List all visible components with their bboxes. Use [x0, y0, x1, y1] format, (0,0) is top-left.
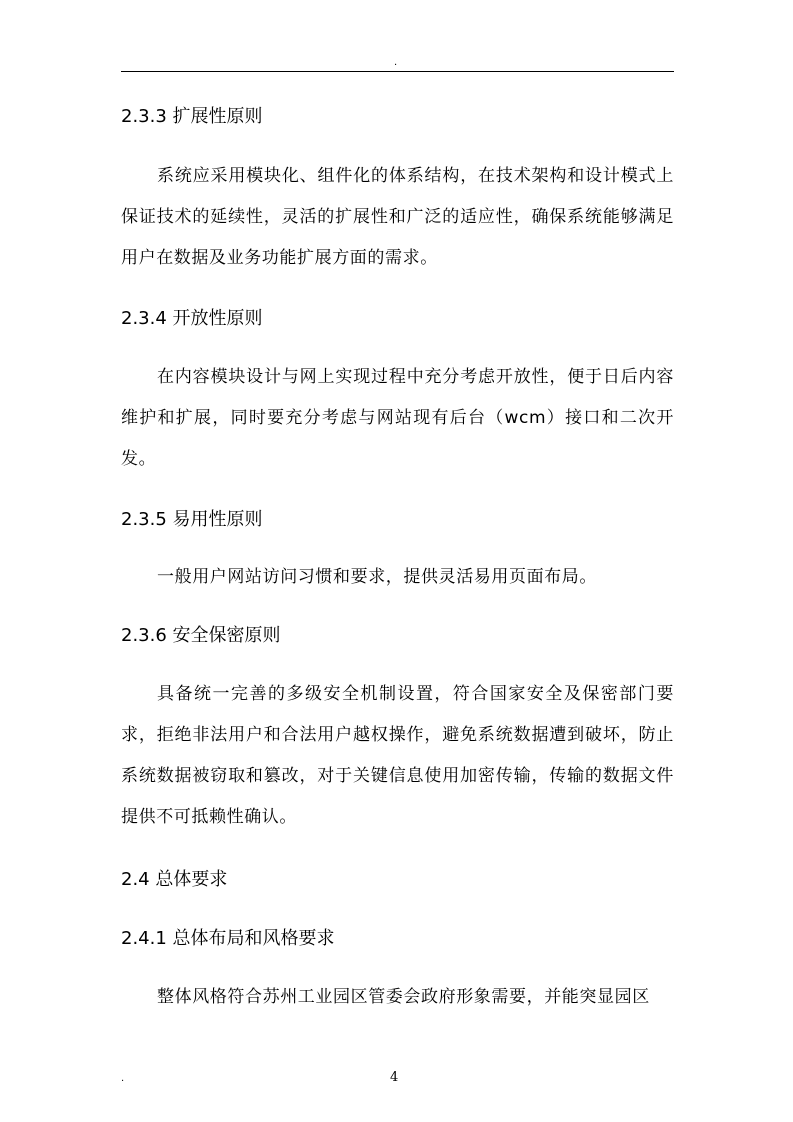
section-paragraph-2-3-4: 在内容模块设计与网上实现过程中充分考虑开放性，便于日后内容维护和扩展，同时要充分考虑与网站现有后台（wcm）接口和二次开发。	[121, 367, 674, 469]
section-heading-2-4-1: 2.4.1 总体布局和风格要求	[121, 928, 335, 949]
header-rule	[121, 71, 674, 72]
section-paragraph-2-3-3: 系统应采用模块化、组件化的体系结构，在技术架构和设计模式上保证技术的延续性，灵活的扩展性和广泛的适应性，确保系统能够满足用户在数据及业务功能扩展方面的需求。	[121, 166, 674, 268]
section-heading-2-4: 2.4 总体要求	[121, 869, 228, 890]
header-mark: .	[394, 57, 398, 68]
section-heading-2-3-4: 2.3.4 开放性原则	[121, 308, 263, 329]
section-paragraph-2-4-1: 整体风格符合苏州工业园区管委会政府形象需要，并能突显园区	[157, 987, 650, 1007]
section-paragraph-2-3-5: 一般用户网站访问习惯和要求，提供灵活易用页面布局。	[157, 567, 597, 587]
section-heading-2-3-6: 2.3.6 安全保密原则	[121, 625, 281, 646]
section-heading-2-3-3: 2.3.3 扩展性原则	[121, 106, 263, 127]
section-paragraph-2-3-6: 具备统一完善的多级安全机制设置，符合国家安全及保密部门要求，拒绝非法用户和合法用户越权操作，避免系统数据遭到破坏，防止系统数据被窃取和篡改，对于关键信息使用加密传输，传输的数据文件提供不可抵赖性确认。	[121, 684, 674, 827]
page-number: 4	[390, 1070, 399, 1085]
section-heading-2-3-5: 2.3.5 易用性原则	[121, 509, 263, 530]
footer-mark: .	[121, 1073, 125, 1084]
